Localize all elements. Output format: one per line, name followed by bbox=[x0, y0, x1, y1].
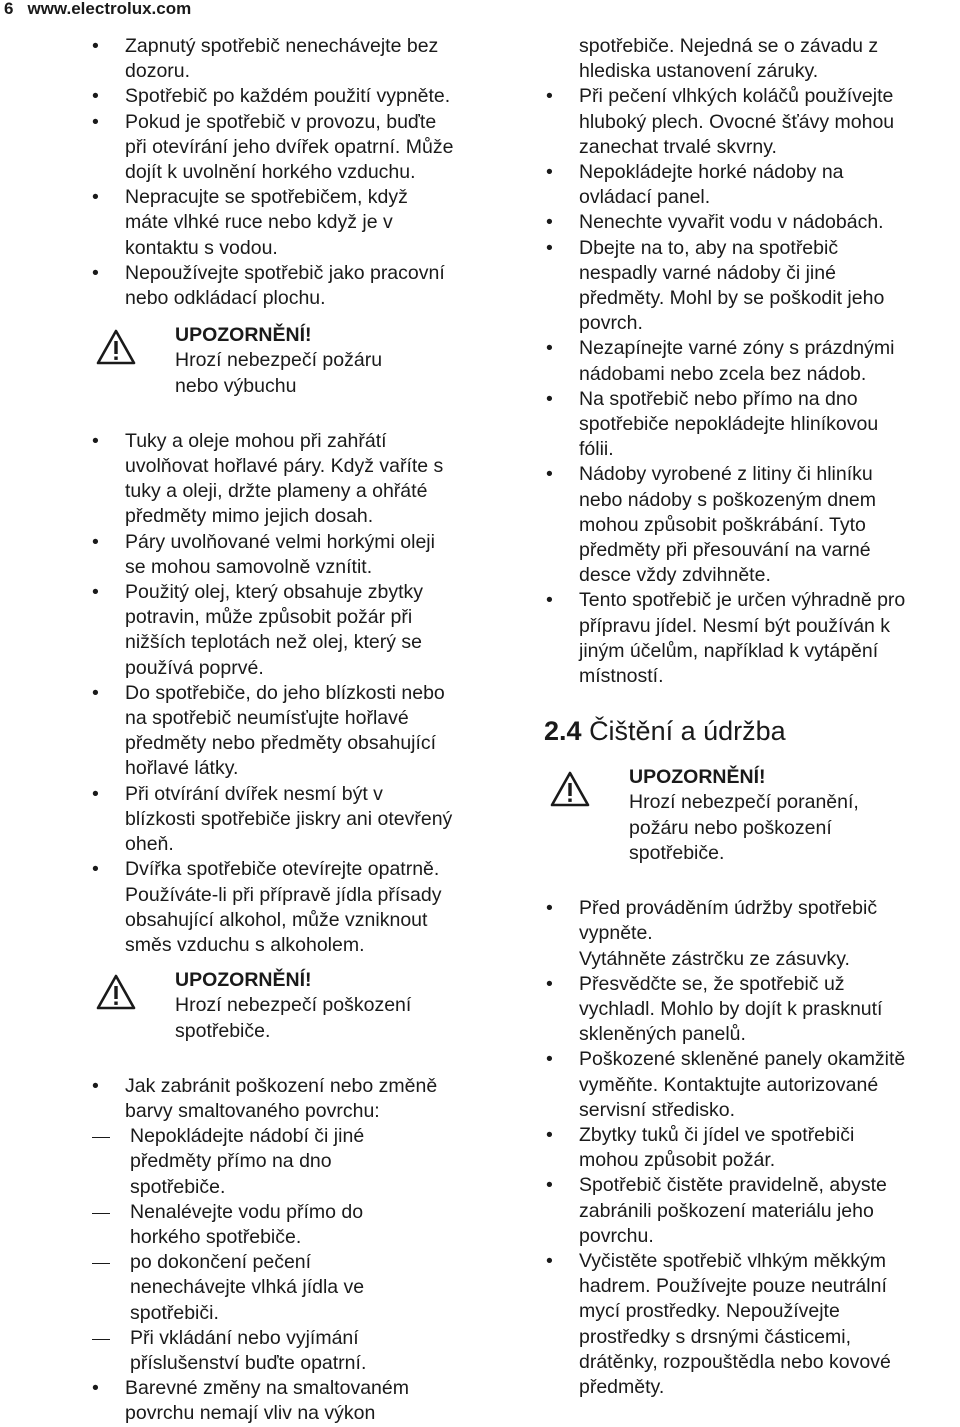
site-url: www.electrolux.com bbox=[27, 0, 192, 18]
text-line: • Přesvědčte se, že spotřebič už bbox=[579, 972, 845, 995]
text-line: mohou způsobit poškrábání. Tyto bbox=[579, 513, 866, 536]
text-line: máte vlhké ruce nebo když je v bbox=[125, 211, 393, 234]
sub-list-item bbox=[90, 1124, 510, 1200]
text-line: uvolňovat hořlavé páry. Když vaříte s bbox=[125, 455, 444, 478]
warning-text: požáru nebo poškození bbox=[629, 816, 832, 839]
continuation-text bbox=[544, 34, 960, 84]
text-line: jiným účelům, například k vytápění bbox=[579, 639, 879, 662]
text-line: skleněných panelů. bbox=[579, 1023, 746, 1046]
text-line: předměty při přesouvání na varné bbox=[579, 539, 871, 562]
text-line: nebo odkládací plochu. bbox=[125, 287, 326, 310]
safety-list-fire bbox=[90, 429, 510, 958]
list-item bbox=[90, 429, 510, 530]
text-line: kontaktu s vodou. bbox=[125, 236, 278, 259]
text-line: • Dvířka spotřebiče otevírejte opatrně. bbox=[125, 858, 440, 881]
text-line: • Před prováděním údržby spotřebič bbox=[579, 897, 878, 920]
list-item bbox=[90, 580, 510, 681]
text-line: nebo nádoby s poškozeným dnem bbox=[579, 488, 877, 511]
text-line: se mohou samovolně vznítit. bbox=[125, 555, 373, 578]
text-line: • Použitý olej, který obsahuje zbytky bbox=[125, 581, 424, 604]
warning-box-fire bbox=[90, 323, 510, 399]
safety-list-damage bbox=[90, 1074, 510, 1427]
text-line: • Tento spotřebič je určen výhradně pro bbox=[579, 589, 906, 612]
list-item bbox=[90, 857, 510, 958]
section-number: 2.4 bbox=[544, 716, 582, 747]
warning-text: Hrozí nebezpečí požáru bbox=[175, 349, 383, 372]
list-item bbox=[544, 336, 960, 386]
text-line: Nepokládejte nádobí či jiné bbox=[130, 1125, 365, 1148]
text-line: při otevírání jeho dvířek opatrní. Může bbox=[125, 135, 454, 158]
right-column bbox=[544, 34, 960, 1400]
list-item bbox=[90, 530, 510, 580]
list-item bbox=[90, 185, 510, 261]
text-line: servisní středisko. bbox=[579, 1098, 736, 1121]
text-line: • Spotřebič po každém použití vypněte. bbox=[125, 85, 451, 108]
warning-text: Hrozí nebezpečí poškození bbox=[175, 994, 412, 1017]
list-item bbox=[544, 462, 960, 588]
warning-text: spotřebiče. bbox=[175, 1019, 271, 1042]
text-line: desce vždy zdvihněte. bbox=[579, 564, 771, 587]
text-line: místností. bbox=[579, 665, 664, 688]
text-line: používá poprvé. bbox=[125, 656, 264, 679]
text-line: • Při pečení vlhkých koláčů používejte bbox=[579, 85, 894, 108]
text-line: zanechat trvalé skvrny. bbox=[579, 135, 777, 158]
text-line: vypněte. bbox=[579, 922, 653, 945]
text-line: oheň. bbox=[125, 833, 174, 856]
text-line: • Nepoužívejte spotřebič jako pracovní bbox=[125, 261, 445, 284]
text-line: • Páry uvolňované velmi horkými oleji bbox=[125, 530, 435, 553]
text-line: dozoru. bbox=[125, 60, 191, 83]
warning-text: spotřebiče. bbox=[629, 841, 725, 864]
left-column bbox=[90, 34, 510, 1427]
text-line: • Nenechte vyvařit vodu v nádobách. bbox=[579, 211, 884, 234]
text-line: mohou způsobit požár. bbox=[579, 1149, 776, 1172]
text-line: předměty přímo na dno bbox=[130, 1150, 332, 1173]
text-line: • Barevné změny na smaltovaném bbox=[125, 1377, 409, 1400]
text-line: fólii. bbox=[579, 438, 614, 461]
text-line: hlediska ustanovení záruky. bbox=[579, 60, 819, 83]
list-item bbox=[544, 972, 960, 1048]
safety-list-right bbox=[544, 84, 960, 689]
warning-title: UPOZORNĚNÍ! bbox=[175, 969, 312, 992]
text-line: na spotřebič neumísťujte hořlavé bbox=[125, 707, 409, 730]
text-line: vychladl. Mohlo by dojít k prasknutí bbox=[579, 997, 883, 1020]
text-line: • Vyčistěte spotřebič vlhkým měkkým bbox=[579, 1249, 887, 1272]
text-line: obsahující alkohol, může vzniknout bbox=[125, 908, 428, 931]
warning-title: UPOZORNĚNÍ! bbox=[175, 324, 312, 347]
list-item bbox=[544, 236, 960, 337]
text-line: dojít k uvolnění horkého vzduchu. bbox=[125, 161, 416, 184]
text-line: • Nepokládejte horké nádoby na bbox=[579, 161, 844, 184]
sub-list-item bbox=[90, 1250, 510, 1326]
list-item bbox=[544, 1249, 960, 1400]
list-item bbox=[90, 110, 510, 186]
list-item bbox=[544, 84, 960, 160]
text-line: povrchu. bbox=[579, 1224, 654, 1247]
text-line: mycí prostředky. Nepoužívejte bbox=[579, 1300, 840, 1323]
list-item bbox=[90, 84, 510, 109]
text-line: nádobami nebo zcela bez nádob. bbox=[579, 362, 867, 385]
warning-box-cleaning bbox=[544, 765, 960, 866]
text-line: nenechávejte vlhká jídla ve bbox=[130, 1276, 365, 1299]
list-item bbox=[544, 1123, 960, 1173]
text-line: • Jak zabránit poškození nebo změně bbox=[125, 1074, 438, 1097]
text-line: vyměňte. Kontaktujte autorizované bbox=[579, 1073, 879, 1096]
text-line: tuky a oleji, držte plameny a ohřáté bbox=[125, 480, 428, 503]
text-line: • Nezapínejte varné zóny s prázdnými bbox=[579, 337, 895, 360]
list-item bbox=[544, 160, 960, 210]
list-item bbox=[90, 681, 510, 782]
text-line: směs vzduchu s alkoholem. bbox=[125, 933, 365, 956]
warning-text: Hrozí nebezpečí poranění, bbox=[629, 791, 859, 814]
section-title: Čištění a údržba bbox=[589, 716, 786, 747]
warning-box-damage bbox=[90, 968, 510, 1044]
text-line: • Při otvírání dvířek nesmí být v bbox=[125, 782, 383, 805]
text-line: potravin, může způsobit požár při bbox=[125, 606, 413, 629]
text-line: povrch. bbox=[579, 312, 643, 335]
text-line: povrchu nemají vliv na výkon bbox=[125, 1402, 376, 1425]
text-line: • Do spotřebiče, do jeho blízkosti nebo bbox=[125, 681, 445, 704]
text-line: Nenalévejte vodu přímo do bbox=[130, 1200, 364, 1223]
text-line: po dokončení pečení bbox=[130, 1251, 312, 1274]
text-line: • Zbytky tuků či jídel ve spotřebiči bbox=[579, 1123, 855, 1146]
warning-triangle-icon bbox=[96, 329, 136, 365]
page-header bbox=[4, 0, 191, 18]
list-item bbox=[90, 1074, 510, 1376]
text-line: Vytáhněte zástrčku ze zásuvky. bbox=[579, 947, 850, 970]
text-line: Používáte-li při přípravě jídla přísady bbox=[125, 883, 442, 906]
text-line: předměty nebo předměty obsahující bbox=[125, 732, 437, 755]
text-line: hořlavé látky. bbox=[125, 757, 239, 780]
text-line: nespadly varné nádoby či jiné bbox=[579, 261, 836, 284]
sub-list bbox=[90, 1124, 510, 1376]
text-line: • Spotřebič čistěte pravidelně, abyste bbox=[579, 1174, 887, 1197]
list-item bbox=[90, 782, 510, 858]
warning-text: nebo výbuchu bbox=[175, 374, 297, 397]
text-line: předměty mimo jejich dosah. bbox=[125, 505, 374, 528]
list-item bbox=[544, 896, 960, 972]
text-line: • Zapnutý spotřebič nenechávejte bez bbox=[125, 35, 439, 57]
text-line: ovládací panel. bbox=[579, 186, 711, 209]
text-line: příslušenství buďte opatrní. bbox=[130, 1351, 367, 1374]
section-heading bbox=[544, 715, 960, 747]
sub-list-item bbox=[90, 1200, 510, 1250]
text-line: • Dbejte na to, aby na spotřebič bbox=[579, 236, 839, 259]
text-line: • Pokud je spotřebič v provozu, buďte bbox=[125, 110, 437, 133]
text-line: • Nepracujte se spotřebičem, když bbox=[125, 186, 408, 209]
text-line: barvy smaltovaného povrchu: bbox=[125, 1099, 380, 1122]
text-line: předměty. Mohl by se poškodit jeho bbox=[579, 287, 885, 310]
warning-triangle-icon bbox=[96, 974, 136, 1010]
text-line: spotřebiči. bbox=[130, 1301, 219, 1324]
list-item bbox=[544, 1047, 960, 1123]
text-line: zabránili poškození materiálu jeho bbox=[579, 1199, 874, 1222]
text-line: spotřebiče. bbox=[130, 1175, 226, 1198]
text-line: hadrem. Používejte pouze neutrální bbox=[579, 1275, 887, 1298]
page-number: 6 bbox=[4, 0, 14, 18]
text-line: • Na spotřebič nebo přímo na dno bbox=[579, 387, 858, 410]
warning-triangle-icon bbox=[550, 771, 590, 807]
text-line: Při vkládání nebo vyjímání bbox=[130, 1326, 359, 1349]
list-item bbox=[544, 588, 960, 689]
list-item bbox=[544, 1173, 960, 1249]
text-line: spotřebiče. Nejedná se o závadu z bbox=[579, 35, 879, 57]
cleaning-list bbox=[544, 896, 960, 1400]
list-item bbox=[90, 34, 510, 84]
list-item bbox=[544, 387, 960, 463]
text-line: • Poškozené skleněné panely okamžitě bbox=[579, 1048, 906, 1071]
text-line: • Nádoby vyrobené z litiny či hliníku bbox=[579, 463, 873, 486]
text-line: spotřebiče nepokládejte hliníkovou bbox=[579, 413, 879, 436]
text-line: • Tuky a oleje mohou při zahřátí bbox=[125, 429, 387, 452]
list-item bbox=[90, 1376, 510, 1426]
text-line: nižších teplotách než olej, který se bbox=[125, 631, 422, 654]
sub-list-item bbox=[90, 1326, 510, 1376]
text-line: blízkosti spotřebiče jiskry ani otevřený bbox=[125, 807, 453, 830]
text-line: přípravu jídel. Nesmí být používán k bbox=[579, 614, 891, 637]
text-line: horkého spotřebiče. bbox=[130, 1225, 302, 1248]
text-line: drátěnky, rozpouštědla nebo kovové bbox=[579, 1350, 891, 1373]
text-line: hluboký plech. Ovocné šťávy mohou bbox=[579, 110, 895, 133]
list-item bbox=[544, 210, 960, 235]
safety-list-top bbox=[90, 34, 510, 311]
warning-title: UPOZORNĚNÍ! bbox=[629, 766, 766, 789]
list-item bbox=[90, 261, 510, 311]
text-line: předměty. bbox=[579, 1375, 665, 1398]
text-line: prostředky s drsnými částicemi, bbox=[579, 1325, 851, 1348]
